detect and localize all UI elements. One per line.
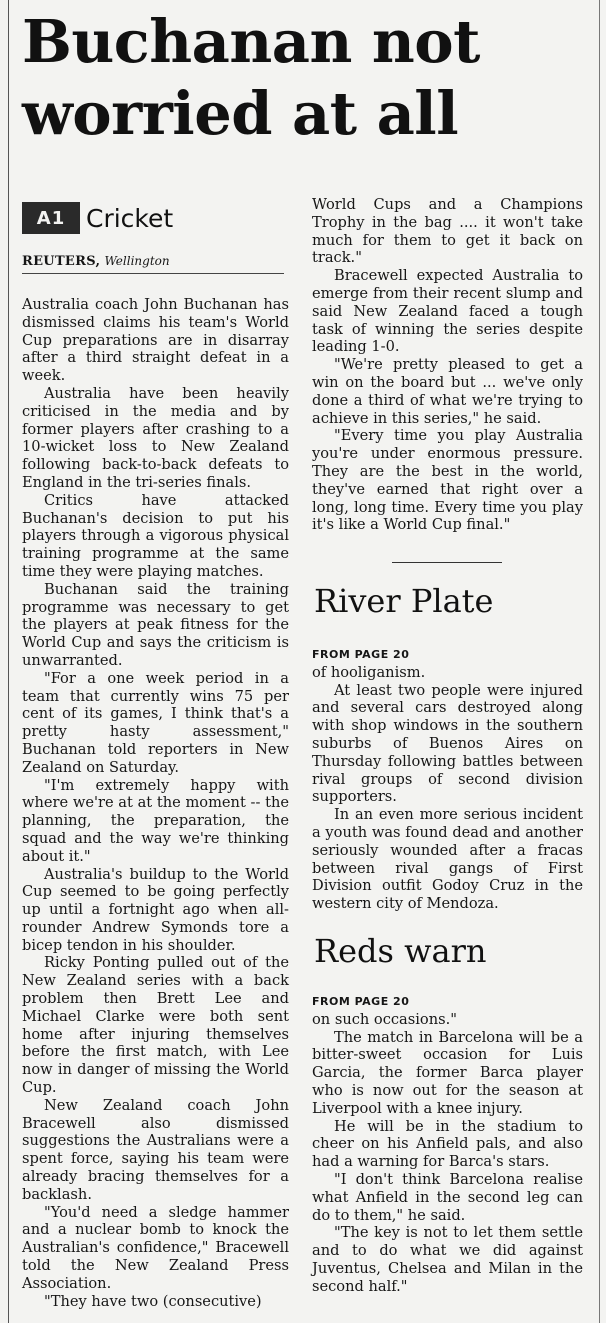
river-plate-story (312, 646, 583, 913)
article-paragraph: "We're pretty pleased to get a win on the board but ... we've only done a third of what we're trying to achieve in this series," he said. (312, 356, 583, 427)
article-paragraph: He will be in the stadium to cheer on his Anfield pals, and also had a warning for Barca's stars. (312, 1117, 583, 1171)
cricket-logo-icon: A1 (22, 202, 80, 234)
article-paragraph: At least two people were injured and several cars destroyed along with shop windows in the southern suburbs of Buenos Aires on Thursday following battles between rival groups of second division supporters. (312, 681, 583, 806)
article-paragraph: Bracewell expected Australia to emerge from their recent slump and said New Zealand faced a tough task of winning the series despite leading 1-0. (312, 267, 583, 356)
article-paragraph: of hooliganism. (312, 663, 426, 681)
article-paragraph: The match in Barcelona will be a bitter-sweet occasion for Luis Garcia, the former Barca player who is now out for the season at Liverpool with a knee injury. (312, 1028, 583, 1117)
article-paragraph: "The key is not to let them settle and to do what we did against Juventus, Chelsea and Milan in the second half." (312, 1224, 583, 1295)
article-paragraph: Australia have been heavily criticised in the media and by former players after crashing to a 10-wicket loss to New Zealand following back-to-back defeats to England in the tri-series finals. (22, 384, 289, 491)
reds-warn-heading: Reds warn (314, 932, 487, 970)
column-rule-right (599, 0, 600, 1323)
article-column-1 (22, 296, 289, 1310)
article-paragraph: on such occasions." (312, 1010, 457, 1028)
article-paragraph: "I don't think Barcelona realise what Anfield in the second leg can do to them," he said. (312, 1170, 583, 1224)
byline-agency: REUTERS, (22, 254, 101, 269)
article-paragraph: In an even more serious incident a youth was found dead and another seriously wounded after a fracas between rival gangs of First Division outfit Godoy Cruz in the western city of Mendoza. (312, 806, 583, 913)
reds-warn-from-page: FROM PAGE 20 (312, 995, 410, 1008)
reds-warn-story (312, 993, 583, 1296)
section-label: Cricket (86, 203, 174, 233)
story-divider (392, 562, 502, 563)
river-plate-heading: River Plate (314, 582, 494, 620)
byline (22, 254, 284, 274)
article-paragraph: World Cups and a Champions Trophy in the bag .... it won't take much for them to get it back on track." (312, 196, 583, 267)
article-column-2 (312, 196, 583, 534)
article-paragraph: Australia coach John Buchanan has dismissed claims his team's World Cup preparations are in disarray after a third straight defeat in a week. (22, 296, 289, 385)
article-paragraph: "You'd need a sledge hammer and a nuclear bomb to knock the Australian's confidence," Bracewell told the New Zealand Press Association. (22, 1203, 289, 1292)
article-paragraph: Ricky Ponting pulled out of the New Zealand series with a back problem then Brett Lee and Michael Clarke were both sent home after injuring themselves before the first match, with Lee now in danger of missing the World Cup. (22, 954, 289, 1097)
article-paragraph: "They have two (consecutive) (44, 1292, 262, 1310)
article-paragraph: Buchanan said the training programme was necessary to get the players at peak fitness for the World Cup and says the criticism is unwarranted. (22, 580, 289, 669)
article-paragraph: "For a one week period in a team that currently wins 75 per cent of its games, I think that's a pretty hasty assessment," Buchanan told reporters in New Zealand on Saturday. (22, 669, 289, 776)
article-paragraph: "I'm extremely happy with where we're at at the moment -- the planning, the preparation, the squad and the way we're thinking about it." (22, 776, 289, 865)
headline: Buchanan not worried at all (22, 7, 480, 148)
article-paragraph: "Every time you play Australia you're under enormous pressure. They are the best in the world, they've earned that right over a long, long time. Every time you play it's like a World Cup final." (312, 427, 583, 534)
river-plate-from-page: FROM PAGE 20 (312, 648, 410, 661)
byline-place: Wellington (104, 254, 170, 268)
column-rule-left (8, 0, 9, 1323)
article-paragraph: Australia's buildup to the World Cup seemed to be going perfectly up until a fortnight ago when all-rounder Andrew Symonds tore a bicep tendon in his shoulder. (22, 865, 289, 954)
article-paragraph: New Zealand coach John Bracewell also dismissed suggestions the Australians were a spent force, saying his team were already bracing themselves for a backlash. (22, 1096, 289, 1203)
article-paragraph: Critics have attacked Buchanan's decision to put his players through a vigorous physical training programme at the same time they were playing matches. (22, 491, 289, 580)
section-kicker (22, 200, 173, 236)
